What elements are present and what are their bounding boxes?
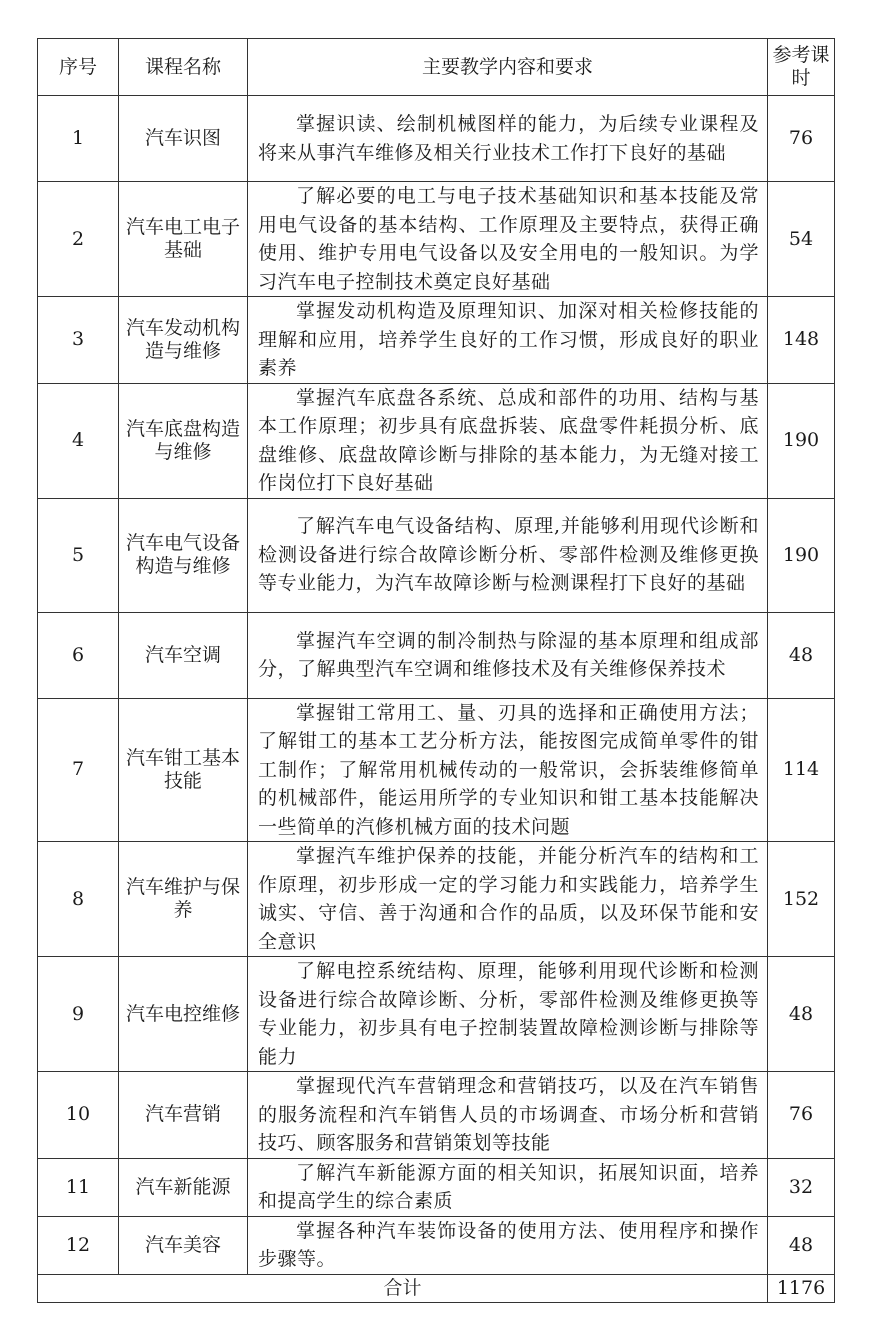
total-row xyxy=(38,1274,835,1302)
course-content-text: 掌握钳工常用工、量、刃具的选择和正确使用方法；了解钳工的基本工艺分析方法，能按图完成简单零件的钳工制作；了解常用机械传动的一般常识，会拆装维修简单的机械部件，能运用所学的专业知识和钳工基本技能解决一些简单的汽修机械方面的技术问题 xyxy=(258,701,759,838)
course-name: 汽车电控维修 xyxy=(119,957,248,1072)
course-content-text: 掌握汽车维护保养的技能，并能分析汽车的结构和工作原理，初步形成一定的学习能力和实践能力，培养学生诚实、守信、善于沟通和合作的品质，以及环保节能和安全意识 xyxy=(258,845,759,953)
row-index: 3 xyxy=(38,297,119,384)
table-row xyxy=(38,297,835,384)
course-content xyxy=(248,1216,768,1274)
course-name: 汽车钳工基本技能 xyxy=(119,698,248,842)
course-hours: 76 xyxy=(768,96,835,182)
header-hours: 参考课时 xyxy=(768,39,835,96)
header-course-name: 课程名称 xyxy=(119,39,248,96)
course-content xyxy=(248,612,768,698)
table-row xyxy=(38,1216,835,1274)
row-index: 6 xyxy=(38,612,119,698)
course-hours: 190 xyxy=(768,383,835,498)
course-content xyxy=(248,1158,768,1216)
course-name: 汽车空调 xyxy=(119,612,248,698)
course-content xyxy=(248,96,768,182)
total-hours: 1176 xyxy=(768,1274,835,1302)
row-index: 12 xyxy=(38,1216,119,1274)
row-index: 8 xyxy=(38,842,119,957)
course-content xyxy=(248,383,768,498)
course-name: 汽车美容 xyxy=(119,1216,248,1274)
course-name: 汽车新能源 xyxy=(119,1158,248,1216)
course-content-text: 了解电控系统结构、原理，能够利用现代诊断和检测设备进行综合故障诊断、分析，零部件检测及维修更换等专业能力，初步具有电子控制装置故障检测诊断与排除等能力 xyxy=(258,960,759,1068)
course-name: 汽车营销 xyxy=(119,1072,248,1159)
course-name: 汽车电工电子基础 xyxy=(119,182,248,297)
curriculum-table xyxy=(37,38,835,1303)
table-row xyxy=(38,96,835,182)
table-row xyxy=(38,612,835,698)
course-content-text: 掌握各种汽车装饰设备的使用方法、使用程序和操作步骤等。 xyxy=(258,1219,759,1270)
course-name: 汽车维护与保养 xyxy=(119,842,248,957)
course-hours: 48 xyxy=(768,612,835,698)
table-row xyxy=(38,1158,835,1216)
course-content-text: 掌握发动机构造及原理知识、加深对相关检修技能的理解和应用，培养学生良好的工作习惯，形成良好的职业素养 xyxy=(258,300,759,379)
course-name: 汽车电气设备构造与维修 xyxy=(119,498,248,612)
course-content-text: 了解汽车电气设备结构、原理,并能够利用现代诊断和检测设备进行综合故障诊断分析、零部件检测及维修更换等专业能力，为汽车故障诊断与检测课程打下良好的基础 xyxy=(258,515,759,595)
total-label: 合计 xyxy=(38,1274,768,1302)
row-index: 7 xyxy=(38,698,119,842)
course-hours: 32 xyxy=(768,1158,835,1216)
course-content-text: 掌握识读、绘制机械图样的能力，为后续专业课程及将来从事汽车维修及相关行业技术工作打下良好的基础 xyxy=(258,113,759,164)
course-content xyxy=(248,957,768,1072)
row-index: 10 xyxy=(38,1072,119,1159)
header-content: 主要教学内容和要求 xyxy=(248,39,768,96)
course-content xyxy=(248,842,768,957)
course-content xyxy=(248,182,768,297)
course-hours: 148 xyxy=(768,297,835,384)
course-hours: 54 xyxy=(768,182,835,297)
course-content xyxy=(248,498,768,612)
course-hours: 76 xyxy=(768,1072,835,1159)
row-index: 2 xyxy=(38,182,119,297)
course-content xyxy=(248,1072,768,1159)
course-content-text: 了解必要的电工与电子技术基础知识和基本技能及常用电气设备的基本结构、工作原理及主要特点，获得正确使用、维护专用电气设备以及安全用电的一般知识。为学习汽车电子控制技术奠定良好基础 xyxy=(258,185,759,293)
course-name: 汽车识图 xyxy=(119,96,248,182)
table-row xyxy=(38,842,835,957)
course-content-text: 掌握现代汽车营销理念和营销技巧，以及在汽车销售的服务流程和汽车销售人员的市场调查、市场分析和营销技巧、顾客服务和营销策划等技能 xyxy=(258,1075,759,1154)
course-hours: 114 xyxy=(768,698,835,842)
course-content xyxy=(248,698,768,842)
row-index: 11 xyxy=(38,1158,119,1216)
course-hours: 48 xyxy=(768,1216,835,1274)
table-row xyxy=(38,498,835,612)
row-index: 4 xyxy=(38,383,119,498)
course-content xyxy=(248,297,768,384)
course-hours: 190 xyxy=(768,498,835,612)
course-content-text: 了解汽车新能源方面的相关知识，拓展知识面，培养和提高学生的综合素质 xyxy=(258,1161,759,1212)
row-index: 1 xyxy=(38,96,119,182)
course-hours: 152 xyxy=(768,842,835,957)
course-content-text: 掌握汽车空调的制冷制热与除湿的基本原理和组成部分，了解典型汽车空调和维修技术及有关维修保养技术 xyxy=(258,629,759,680)
course-name: 汽车底盘构造与维修 xyxy=(119,383,248,498)
table-row xyxy=(38,182,835,297)
course-content-text: 掌握汽车底盘各系统、总成和部件的功用、结构与基本工作原理；初步具有底盘拆装、底盘零件耗损分析、底盘维修、底盘故障诊断与排除的基本能力，为无缝对接工作岗位打下良好基础 xyxy=(258,386,759,494)
row-index: 9 xyxy=(38,957,119,1072)
header-index: 序号 xyxy=(38,39,119,96)
table-row xyxy=(38,698,835,842)
table-row xyxy=(38,383,835,498)
table-row xyxy=(38,1072,835,1159)
course-hours: 48 xyxy=(768,957,835,1072)
row-index: 5 xyxy=(38,498,119,612)
course-name: 汽车发动机构造与维修 xyxy=(119,297,248,384)
header-row xyxy=(38,39,835,96)
table-row xyxy=(38,957,835,1072)
